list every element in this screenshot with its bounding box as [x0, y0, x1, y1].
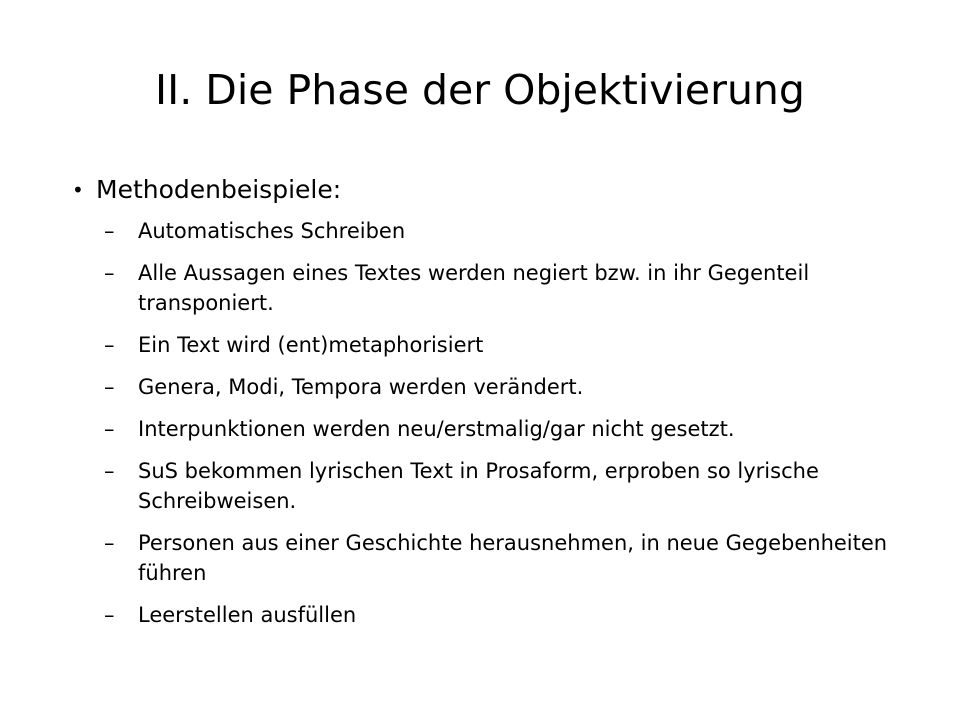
- sub-bullet-text: Genera, Modi, Tempora werden verändert.: [138, 375, 584, 399]
- dash-marker: –: [104, 333, 115, 357]
- bullet-marker: •: [72, 178, 84, 202]
- dash-marker: –: [104, 603, 115, 627]
- bullet-label: Methodenbeispiele:: [96, 175, 342, 204]
- sub-bullet-text: Interpunktionen werden neu/erstmalig/gar nicht gesetzt.: [138, 417, 735, 441]
- sub-bullet-text: Automatisches Schreiben: [138, 219, 406, 243]
- dash-marker: –: [104, 261, 115, 285]
- sub-bullet-item: [104, 258, 892, 318]
- sub-bullet-item: [104, 528, 892, 588]
- slide-title: II. Die Phase der Objektivierung: [155, 66, 805, 114]
- sub-bullet-item: [104, 414, 892, 444]
- dash-marker: –: [104, 219, 115, 243]
- sub-bullet-text: Leerstellen ausfüllen: [138, 603, 357, 627]
- dash-marker: –: [104, 531, 115, 555]
- sub-bullet-item: [104, 456, 892, 516]
- sub-bullet-text: SuS bekommen lyrischen Text in Prosaform, erproben so lyrische Schreibweisen.: [138, 459, 819, 513]
- dash-marker: –: [104, 375, 115, 399]
- dash-marker: –: [104, 417, 115, 441]
- sub-bullet-item: [104, 216, 892, 246]
- sub-bullet-item: [104, 600, 892, 630]
- sub-bullet-text: Alle Aussagen eines Textes werden negiert bzw. in ihr Gegenteil transponiert.: [138, 261, 810, 315]
- sub-bullet-text: Personen aus einer Geschichte herausnehmen, in neue Gegebenheiten führen: [138, 531, 888, 585]
- bullet-methodenbeispiele: [72, 172, 892, 208]
- sub-bullet-item: [104, 372, 892, 402]
- dash-marker: –: [104, 459, 115, 483]
- sub-bullet-item: [104, 330, 892, 360]
- sub-bullet-list: [104, 216, 892, 630]
- sub-bullet-text: Ein Text wird (ent)metaphorisiert: [138, 333, 484, 357]
- slide-content: [72, 172, 892, 642]
